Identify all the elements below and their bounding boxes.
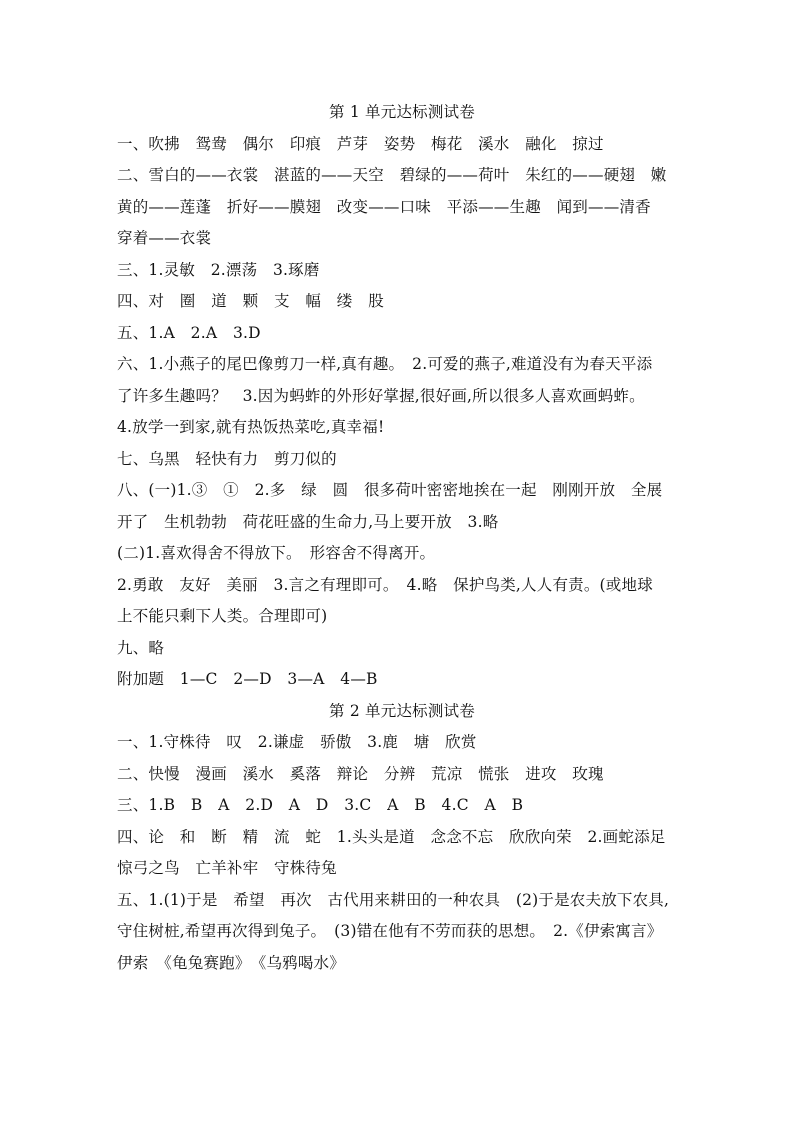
unit1-line: 七、乌黑 轻快有力 剪刀似的 [117, 449, 337, 468]
unit2-line: 五、1.(1)于是 希望 再次 古代用来耕田的一种农具 (2)于是农夫放下农具, [117, 890, 670, 909]
unit1-line: 一、吹拂 鸳鸯 偶尔 印痕 芦芽 姿势 梅花 溪水 融化 掠过 [117, 134, 604, 153]
unit1-line: 了许多生趣吗？ 3.因为蚂蚱的外形好掌握,很好画,所以很多人喜欢画蚂蚱。 [117, 386, 645, 405]
unit1-line: 4.放学一到家,就有热饭热菜吃,真幸福! [117, 418, 385, 436]
unit1-line: 二、雪白的——衣裳 湛蓝的——天空 碧绿的——荷叶 朱红的——硬翅 嫩 [117, 166, 667, 184]
unit1-line: 上不能只剩下人类。合理即可) [117, 607, 328, 625]
unit1-line: 附加题 1—C 2—D 3—A 4—B [117, 670, 378, 688]
unit1-line: 六、1.小燕子的尾巴像剪刀一样,真有趣。 2.可爱的燕子,难道没有为春天平添 [117, 355, 653, 373]
unit1-line: 五、1.A 2.A 3.D [117, 323, 261, 342]
unit1-line: 八、(一)1.③ ① 2.多 绿 圆 很多荷叶密密地挨在一起 刚刚开放 全展 [117, 481, 663, 499]
unit1-line: 黄的——莲蓬 折好——膜翅 改变——口味 平添——生趣 闻到——清香 [117, 197, 651, 216]
unit2-line: 二、快慢 漫画 溪水 奚落 辩论 分辨 荒凉 慌张 进攻 玫瑰 [117, 764, 604, 783]
unit2-line: 守住树桩,希望再次得到兔子。 (3)错在他有不劳而获的思想。 2.《伊索寓言》 [117, 922, 663, 940]
answer-content [117, 97, 687, 979]
unit1-line: 四、对 圈 道 颗 支 幅 缕 股 [117, 292, 384, 310]
unit1-line: 三、1.灵敏 2.漂荡 3.琢磨 [117, 260, 320, 279]
unit1-line: (二)1.喜欢得舍不得放下。 形容舍不得离开。 [117, 544, 436, 562]
unit1-line: 九、略 [117, 638, 165, 657]
unit2-line: 三、1.B B A 2.D A D 3.C A B 4.C A B [117, 796, 524, 814]
unit2-line: 四、论 和 断 精 流 蛇 1.头头是道 念念不忘 欣欣向荣 2.画蛇添足 [117, 827, 666, 846]
unit1-line: 穿着——衣裳 [117, 229, 212, 247]
unit2-line: 伊索 《龟兔赛跑》 《乌鸦喝水》 [117, 953, 345, 972]
unit1-line: 2.勇敢 友好 美丽 3.言之有理即可。 4.略 保护鸟类,人人有责。(或地球 [117, 575, 653, 594]
unit2-line: 惊弓之鸟 亡羊补牢 守株待兔 [117, 859, 337, 877]
unit1-line: 开了 生机勃勃 荷花旺盛的生命力,马上要开放 3.略 [117, 512, 499, 531]
unit1-title: 第 1 单元达标测试卷 [329, 103, 475, 121]
unit2-title: 第 2 单元达标测试卷 [329, 701, 475, 720]
unit2-line: 一、1.守株待 叹 2.谦虚 骄傲 3.鹿 塘 欣赏 [117, 733, 477, 751]
